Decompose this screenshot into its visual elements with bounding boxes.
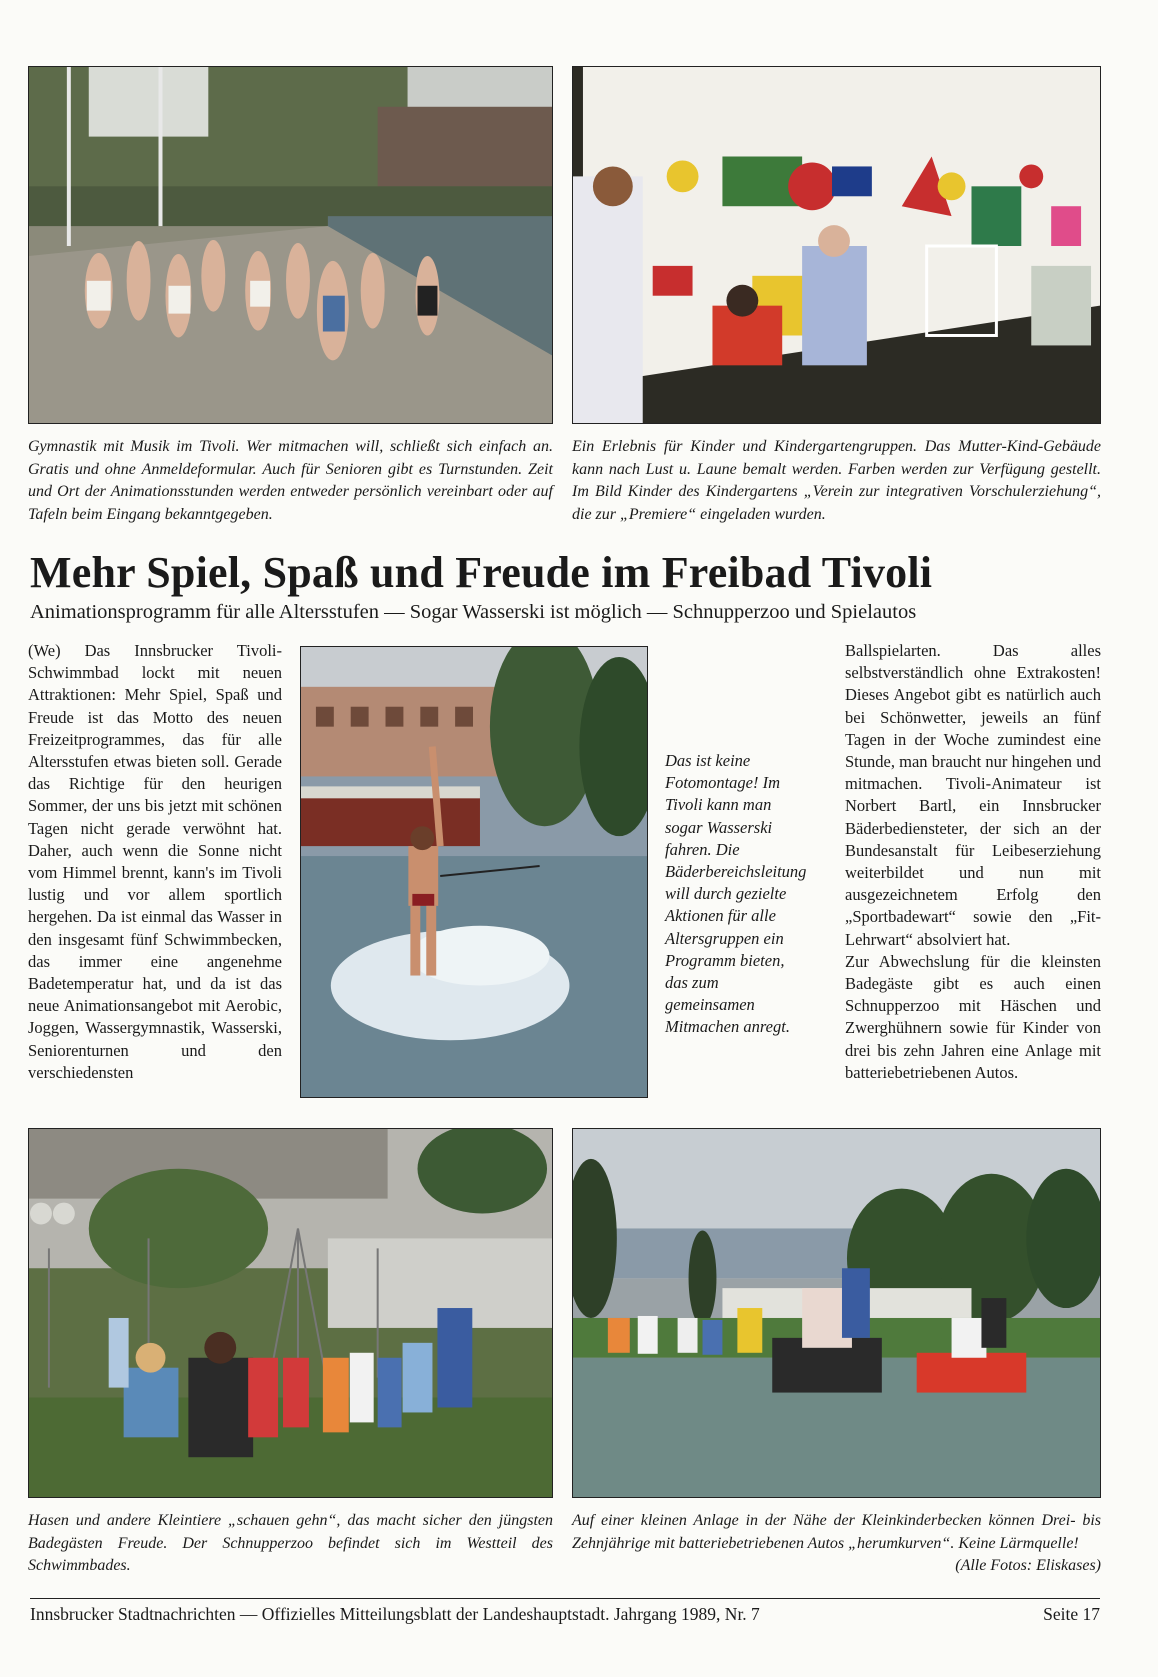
photo-petting-zoo	[28, 1128, 553, 1498]
footer-publication: Innsbrucker Stadtnachrichten — Offizielles Mitteilungsblatt der Landeshauptstadt. Jahrgang 1989, Nr. 7	[30, 1604, 760, 1624]
waterski-side-caption: Das ist keine Fotomontage! Im Tivoli kann man sogar Wasserski fahren. Die Bäderbereichsleitung will durch gezielte Aktionen für alle Altersgruppen ein Programm bieten, das zum gemeinsamen Mitmachen anregt.	[665, 751, 807, 1037]
photo-gymnastics	[28, 66, 553, 424]
footer-rule	[30, 1598, 1100, 1599]
photo-toy-cars	[572, 1128, 1101, 1498]
article-headline: Mehr Spiel, Spaß und Freude im Freibad Tivoli	[30, 548, 933, 597]
article-column-left: (We) Das Innsbrucker Tivoli-Schwimmbad lockt mit neuen Attraktionen: Mehr Spiel, Spaß und Freude ist das Motto des neuen Freizeitprogrammes, das für alle Altersstufen etwas bieten soll. Gerade das Richtige für den heurigen Sommer, der uns bis jetzt mit schönen Tagen nicht gerade verwöhnt hat. Daher, auch wenn die Sonne nicht vom Himmel brennt, kann's im Tivoli lustig und vor allem sportlich hergehen. Da ist einmal das Wasser in den insgesamt fünf Schwimmbecken, das immer eine angenehme Badetemperatur hat, und da ist das neue Animationsangebot mit Aerobic, Joggen, Wassergymnastik, Wasserski, Seniorenturnen und den verschiedensten	[28, 641, 282, 1082]
caption-toy-cars-block	[572, 1510, 1101, 1578]
caption-petting-zoo: Hasen und andere Kleintiere „schauen gehn“, das macht sicher den jüngsten Badegästen Freude. Der Schnupperzoo befindet sich im Westteil des Schwimmbades.	[28, 1512, 553, 1574]
photo-credit: (Alle Fotos: Eliskases)	[955, 1557, 1101, 1574]
article-column-right-p2: Zur Abwechslung für die kleinsten Badegäste gibt es auch einen Schnupperzoo mit Häschen und Zwerghühnern sowie für Kinder von drei bis zehn Jahren eine Anlage mit batteriebetriebenen Autos.	[845, 951, 1101, 1082]
article-column-right	[845, 640, 1101, 1084]
article-subheadline: Animationsprogramm für alle Altersstufen — Sogar Wasserski ist möglich — Schnupperzoo und Spielautos	[30, 601, 917, 623]
article-column-right-p1: Ballspielarten. Das alles selbstverständlich ohne Extrakosten! Dieses Angebot gibt es natürlich auch bei Schönwetter, jeweils an fünf Tagen in der Woche zumindest eine Stunde, man braucht nur hingehen und mitmachen. Tivoli-Animateur ist Norbert Bartl, ein Innsbrucker Bäderbediensteter, der sich an der Bundesanstalt für Leibeserziehung weiterbildet und nun mit ausgezeichnetem Erfolg den „Sportbadewart“ sowie den „Fit-Lehrwart“ absolviert hat.	[845, 641, 1101, 949]
caption-toy-cars: Auf einer kleinen Anlage in der Nähe der Kleinkinderbecken können Drei- bis Zehnjährige mit batteriebetriebenen Autos „herumkurven“. Keine Lärmquelle!	[572, 1512, 1101, 1552]
footer-page-number: Seite 17	[1043, 1604, 1100, 1624]
caption-wall-painting: Ein Erlebnis für Kinder und Kindergartengruppen. Das Mutter-Kind-Gebäude kann nach Lust u. Laune bemalt werden. Farben werden zur Verfügung gestellt. Im Bild Kinder des Kindergartens „Verein zur integrativen Vorschulerziehung“, die zur „Premiere“ eingeladen wurden.	[572, 438, 1101, 523]
caption-gymnastics: Gymnastik mit Musik im Tivoli. Wer mitmachen will, schließt sich einfach an. Gratis und ohne Anmeldeformular. Auch für Senioren gibt es Turnstunden. Zeit und Ort der Animationsstunden werden entweder persönlich vereinbart oder auf Tafeln beim Eingang bekanntgegeben.	[28, 438, 553, 523]
photo-waterski	[300, 646, 648, 1098]
photo-wall-painting	[572, 66, 1101, 424]
